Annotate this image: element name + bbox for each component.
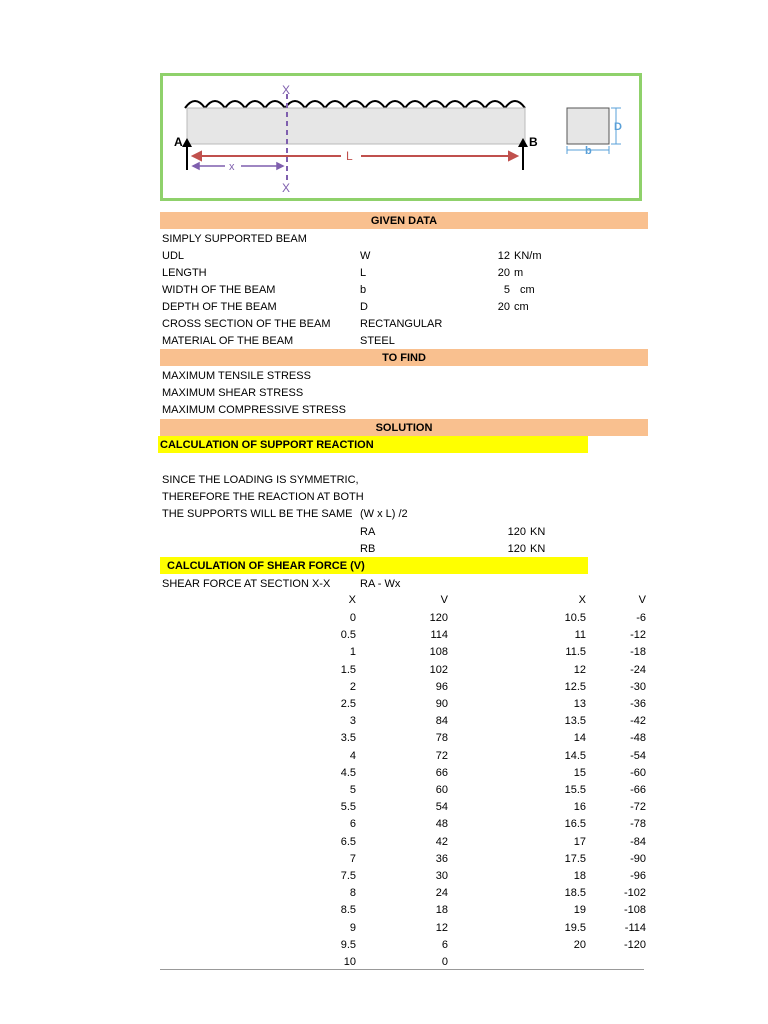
table-cell-v: 114 — [430, 629, 448, 641]
given-row-unit: KN/m — [514, 250, 542, 262]
table-cell-x: 6.5 — [340, 836, 356, 848]
rb-label: RB — [360, 543, 376, 555]
table-cell-v: -78 — [630, 818, 646, 830]
given-row-label: SIMPLY SUPPORTED BEAM — [162, 233, 307, 245]
table-cell-v: -96 — [630, 870, 646, 882]
table-cell-v: 90 — [435, 698, 448, 710]
table-cell-x: 12 — [573, 664, 586, 676]
table-cell-v: 72 — [435, 750, 448, 762]
beam-body — [187, 108, 525, 144]
table-cell-v: -42 — [630, 715, 646, 727]
table-cell-v: 6 — [441, 939, 448, 951]
label-width: b — [585, 145, 592, 157]
label-x-dist: x — [229, 161, 235, 173]
beam-diagram — [160, 73, 642, 201]
beam-svg — [163, 76, 639, 198]
table-cell-x: 7 — [349, 853, 356, 865]
given-row-symbol: W — [360, 250, 371, 262]
table-cell-v: 0 — [441, 956, 448, 968]
table-cell-v: 54 — [435, 801, 448, 813]
table-cell-v: -30 — [630, 681, 646, 693]
table-cell-v: 60 — [435, 784, 448, 796]
table-cell-x: 13 — [573, 698, 586, 710]
cross-section — [567, 108, 609, 144]
table-cell-v: 42 — [435, 836, 448, 848]
given-row-value: 20 — [497, 301, 510, 313]
label-a: A — [174, 135, 183, 149]
given-row-symbol: L — [360, 267, 367, 279]
label-x-bottom: X — [282, 181, 291, 195]
table-cell-x: 2 — [349, 681, 356, 693]
to-find-item: MAXIMUM SHEAR STRESS — [162, 387, 304, 399]
table-cell-x: 16 — [573, 801, 586, 813]
table-cell-v: 12 — [435, 922, 448, 934]
table-cell-x: 0.5 — [340, 629, 356, 641]
given-row-label: CROSS SECTION OF THE BEAM — [162, 318, 331, 330]
given-row-value: 5 — [503, 284, 510, 296]
table-cell-v: -66 — [630, 784, 646, 796]
table-cell-x: 10.5 — [564, 612, 586, 624]
table-cell-x: 6 — [349, 818, 356, 830]
table-cell-v: -108 — [623, 904, 646, 916]
table-cell-x: 11 — [574, 629, 586, 641]
table-cell-v: -90 — [630, 853, 646, 865]
ra-value: 120 — [507, 526, 526, 538]
table-cell-v: -12 — [630, 629, 646, 641]
table-cell-x: 18 — [573, 870, 586, 882]
given-row-value: 20 — [497, 267, 510, 279]
table-cell-x: 4 — [349, 750, 356, 762]
rb-value: 120 — [507, 543, 526, 555]
table-cell-x: 17 — [573, 836, 586, 848]
table-cell-v: -114 — [624, 922, 646, 934]
table-cell-v: 102 — [429, 664, 448, 676]
table-cell-x: 0 — [349, 612, 356, 624]
table-cell-v: -24 — [630, 664, 646, 676]
table-cell-x: 9.5 — [340, 939, 356, 951]
label-l: L — [346, 149, 353, 163]
table-cell-x: 19.5 — [564, 922, 586, 934]
solution-header: SOLUTION — [375, 422, 433, 434]
table-cell-x: 3 — [349, 715, 356, 727]
table-cell-v: -18 — [630, 646, 646, 658]
given-row-label: DEPTH OF THE BEAM — [162, 301, 277, 313]
given-row-unit: m — [514, 267, 524, 279]
table-cell-v: -120 — [623, 939, 646, 951]
table-cell-x: 5 — [349, 784, 356, 796]
x-dimension — [193, 163, 283, 169]
to-find-header: TO FIND — [382, 352, 426, 364]
table-cell-x: 12.5 — [564, 681, 586, 693]
table-cell-v: 84 — [435, 715, 448, 727]
table-cell-x: 15 — [573, 767, 586, 779]
given-row-symbol: STEEL — [360, 335, 395, 347]
given-row-label: WIDTH OF THE BEAM — [162, 284, 276, 296]
given-row-label: LENGTH — [162, 267, 207, 279]
right-col-v-header: V — [638, 594, 646, 606]
shear-force-title: CALCULATION OF SHEAR FORCE (V) — [167, 560, 365, 572]
to-find-item: MAXIMUM COMPRESSIVE STRESS — [162, 404, 346, 416]
support-text-line: SINCE THE LOADING IS SYMMETRIC, — [162, 474, 359, 486]
support-text-line: THEREFORE THE REACTION AT BOTH — [162, 491, 364, 503]
label-depth: D — [614, 121, 622, 133]
right-col-x-header: X — [578, 594, 586, 606]
table-cell-v: 24 — [435, 887, 448, 899]
shear-section-label: SHEAR FORCE AT SECTION X-X — [162, 578, 331, 590]
given-data-header: GIVEN DATA — [370, 215, 438, 227]
table-cell-v: 78 — [435, 732, 448, 744]
given-row-unit: cm — [514, 301, 529, 313]
bottom-divider — [160, 969, 644, 970]
to-find-item: MAXIMUM TENSILE STRESS — [162, 370, 311, 382]
reaction-formula: (W x L) /2 — [360, 508, 408, 520]
table-cell-x: 16.5 — [564, 818, 586, 830]
given-row-symbol: b — [360, 284, 367, 296]
left-col-v-header: V — [440, 594, 448, 606]
udl-load-arcs — [185, 101, 525, 108]
support-text-line: THE SUPPORTS WILL BE THE SAME — [162, 508, 353, 520]
table-cell-x: 14.5 — [564, 750, 586, 762]
ra-unit: KN — [530, 526, 546, 538]
table-cell-v: 30 — [435, 870, 448, 882]
table-cell-v: -36 — [630, 698, 646, 710]
table-cell-x: 8 — [349, 887, 356, 899]
table-cell-x: 7.5 — [340, 870, 356, 882]
table-cell-x: 19 — [573, 904, 586, 916]
rb-unit: KN — [530, 543, 546, 555]
table-cell-v: -60 — [630, 767, 646, 779]
table-cell-v: -48 — [630, 732, 646, 744]
support-reaction-title: CALCULATION OF SUPPORT REACTION — [160, 439, 374, 451]
table-cell-v: 66 — [435, 767, 448, 779]
table-cell-v: 96 — [435, 681, 448, 693]
given-row-value: 12 — [497, 250, 510, 262]
table-cell-x: 14 — [573, 732, 586, 744]
table-cell-v: 120 — [429, 612, 448, 624]
left-col-x-header: X — [348, 594, 356, 606]
table-cell-x: 17.5 — [564, 853, 586, 865]
table-cell-x: 5.5 — [340, 801, 356, 813]
table-cell-x: 4.5 — [340, 767, 356, 779]
table-cell-x: 9 — [349, 922, 356, 934]
table-cell-x: 3.5 — [340, 732, 356, 744]
given-row-symbol: D — [360, 301, 368, 313]
table-cell-v: 48 — [435, 818, 448, 830]
table-cell-x: 8.5 — [340, 904, 356, 916]
table-cell-x: 1.5 — [340, 664, 356, 676]
table-cell-x: 11.5 — [565, 646, 586, 658]
given-row-label: UDL — [162, 250, 185, 262]
table-cell-x: 10 — [343, 956, 356, 968]
label-x-top: X — [282, 83, 291, 97]
table-cell-x: 2.5 — [340, 698, 356, 710]
given-row-unit: cm — [520, 284, 535, 296]
table-cell-x: 13.5 — [564, 715, 586, 727]
given-row-label: MATERIAL OF THE BEAM — [162, 335, 294, 347]
table-cell-v: 108 — [429, 646, 448, 658]
table-cell-v: 36 — [435, 853, 448, 865]
table-cell-x: 15.5 — [564, 784, 586, 796]
table-cell-v: -6 — [636, 612, 646, 624]
shear-formula: RA - Wx — [360, 578, 401, 590]
given-row-symbol: RECTANGULAR — [360, 318, 443, 330]
table-cell-x: 18.5 — [564, 887, 586, 899]
table-cell-x: 1 — [349, 646, 356, 658]
length-dimension — [193, 152, 517, 160]
table-cell-x: 20 — [573, 939, 586, 951]
table-cell-v: -102 — [623, 887, 646, 899]
table-cell-v: 18 — [435, 904, 448, 916]
label-b: B — [529, 135, 538, 149]
table-cell-v: -72 — [630, 801, 646, 813]
table-cell-v: -54 — [630, 750, 646, 762]
ra-label: RA — [360, 526, 376, 538]
table-cell-v: -84 — [630, 836, 646, 848]
